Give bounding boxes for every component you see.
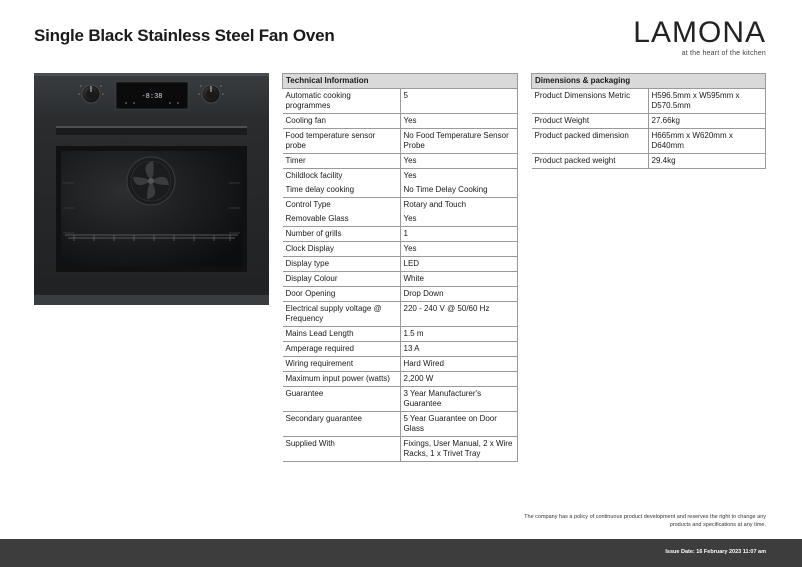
row-value: Hard Wired <box>400 357 518 372</box>
row-value: Yes <box>400 114 518 129</box>
row-value: 1 <box>400 227 518 242</box>
technical-heading: Technical Information <box>283 74 518 89</box>
row-value: Yes <box>400 242 518 257</box>
row-value: 1.5 m <box>400 327 518 342</box>
row-label: Product Weight <box>532 114 649 129</box>
oven-illustration <box>34 73 269 305</box>
row-value: LED <box>400 257 518 272</box>
door-handle <box>56 126 247 135</box>
table-row <box>532 154 766 169</box>
row-label: Clock Display <box>283 242 401 257</box>
row-value: Yes <box>400 212 518 227</box>
row-label: Mains Lead Length <box>283 327 401 342</box>
row-value: 13 A <box>400 342 518 357</box>
technical-information-table <box>282 73 518 462</box>
row-value: 5 <box>400 89 518 114</box>
row-label: Removable Glass <box>283 212 401 227</box>
row-label: Control Type <box>283 198 401 213</box>
table-row <box>283 342 518 357</box>
table-row <box>532 114 766 129</box>
brand-name: LAMONA <box>633 16 766 49</box>
table-row <box>283 287 518 302</box>
issue-date: Issue Date: 16 February 2023 11:07 am <box>665 549 766 555</box>
table-row <box>283 89 518 114</box>
row-value: H665mm x W620mm x D640mm <box>648 129 766 154</box>
row-value: 27.66kg <box>648 114 766 129</box>
row-label: Supplied With <box>283 437 401 462</box>
table-row <box>283 302 518 327</box>
table-row <box>283 257 518 272</box>
row-label: Product packed dimension <box>532 129 649 154</box>
display-readout: -8:38 <box>141 93 163 101</box>
table-row <box>283 437 518 462</box>
row-value: No Food Temperature Sensor Probe <box>400 129 518 154</box>
table-row <box>283 412 518 437</box>
brand-tagline: at the heart of the kitchen <box>681 50 766 57</box>
row-value: No Time Delay Cooking <box>400 183 518 198</box>
row-label: Product Dimensions Metric <box>532 89 649 114</box>
row-label: Display type <box>283 257 401 272</box>
row-label: Electrical supply voltage @ Frequency <box>283 302 401 327</box>
row-label: Cooling fan <box>283 114 401 129</box>
table-row <box>283 114 518 129</box>
row-value: 3 Year Manufacturer's Guarantee <box>400 387 518 412</box>
dimensions-packaging-table <box>531 73 766 169</box>
row-label: Maximum input power (watts) <box>283 372 401 387</box>
row-label: Secondary guarantee <box>283 412 401 437</box>
table-row <box>283 212 518 227</box>
table-row <box>283 387 518 412</box>
table-row <box>283 242 518 257</box>
dimensions-heading: Dimensions & packaging <box>532 74 766 89</box>
table-row <box>283 227 518 242</box>
table-row <box>283 198 518 213</box>
row-value: Rotary and Touch <box>400 198 518 213</box>
oven-fan <box>127 157 175 205</box>
table-row <box>283 169 518 184</box>
row-value: Yes <box>400 154 518 169</box>
table-row <box>283 129 518 154</box>
display-panel <box>116 82 188 109</box>
row-label: Childlock facility <box>283 169 401 184</box>
row-value: 220 - 240 V @ 50/60 Hz <box>400 302 518 327</box>
disclaimer-text: The company has a policy of continuous product development and reserves the right to change any products and specifications at any time. <box>524 514 766 528</box>
row-value: Yes <box>400 169 518 184</box>
row-value: 5 Year Guarantee on Door Glass <box>400 412 518 437</box>
row-label: Time delay cooking <box>283 183 401 198</box>
table-row <box>532 129 766 154</box>
row-label: Wiring requirement <box>283 357 401 372</box>
row-value: 2,200 W <box>400 372 518 387</box>
row-label: Food temperature sensor probe <box>283 129 401 154</box>
table-row <box>283 154 518 169</box>
brand-logo <box>633 18 766 57</box>
row-label: Timer <box>283 154 401 169</box>
table-row <box>283 327 518 342</box>
table-row <box>283 272 518 287</box>
page-title: Single Black Stainless Steel Fan Oven <box>34 26 335 45</box>
row-value: White <box>400 272 518 287</box>
table-row <box>532 89 766 114</box>
row-label: Number of grills <box>283 227 401 242</box>
row-label: Display Colour <box>283 272 401 287</box>
row-label: Guarantee <box>283 387 401 412</box>
row-value: Fixings, User Manual, 2 x Wire Racks, 1 x Trivet Tray <box>400 437 518 462</box>
footer-bar <box>0 539 802 567</box>
row-label: Amperage required <box>283 342 401 357</box>
table-row <box>283 183 518 198</box>
row-value: Drop Down <box>400 287 518 302</box>
row-label: Automatic cooking programmes <box>283 89 401 114</box>
table-row <box>283 372 518 387</box>
row-label: Product packed weight <box>532 154 649 169</box>
table-row <box>283 357 518 372</box>
oven-product-image <box>34 73 269 305</box>
row-value: H596.5mm x W595mm x D570.5mm <box>648 89 766 114</box>
row-value: 29.4kg <box>648 154 766 169</box>
row-label: Door Opening <box>283 287 401 302</box>
